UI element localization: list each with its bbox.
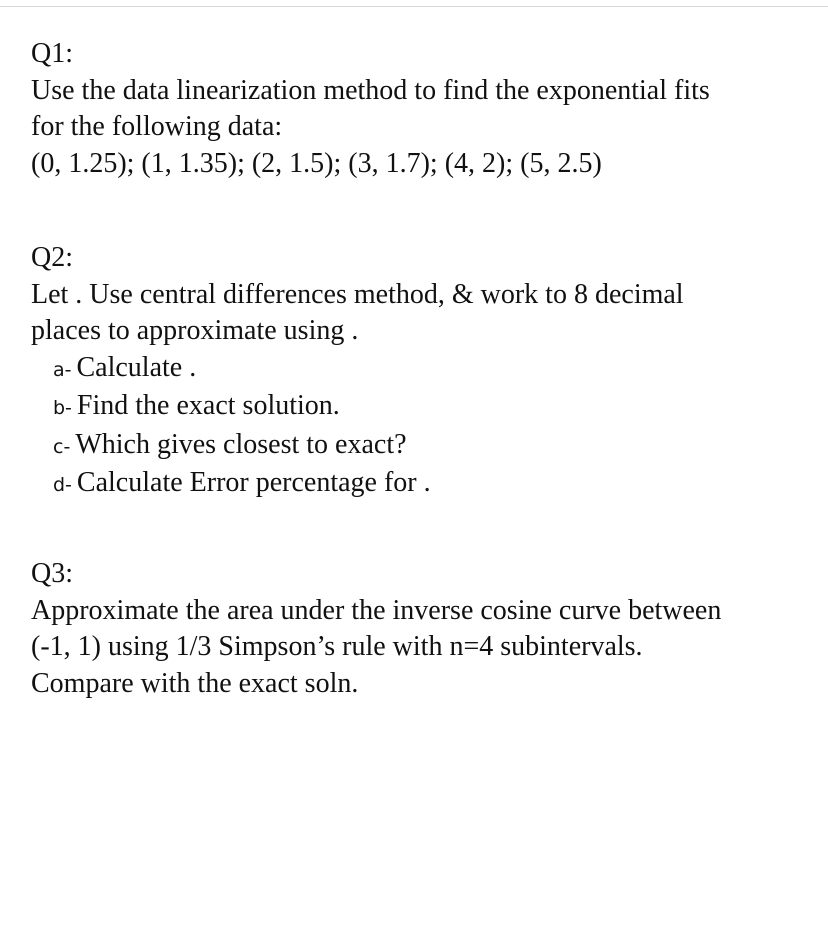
question-3	[31, 556, 721, 702]
question-2-line: places to approximate using .	[31, 315, 359, 346]
question-2-subparts	[31, 350, 684, 504]
subpart-marker: b-	[53, 397, 72, 419]
question-3-heading: Q3:	[31, 558, 73, 589]
subpart-marker: a-	[53, 358, 72, 381]
top-divider	[0, 6, 828, 7]
subpart-marker: d-	[53, 474, 72, 496]
subpart-text: Find the exact solution.	[76, 390, 340, 421]
subpart-text: Calculate .	[76, 351, 197, 383]
question-1-line: Use the data linearization method to find the exponential fits	[31, 74, 710, 106]
subpart-b	[31, 388, 684, 427]
question-3-line: (-1, 1) using 1/3 Simpson’s rule with n=4 subintervals.	[31, 631, 643, 662]
question-1-data-points: (0, 1.25); (1, 1.35); (2, 1.5); (3, 1.7); (4, 2); (5, 2.5)	[31, 147, 602, 179]
question-2	[31, 240, 684, 504]
subpart-text: Calculate Error percentage for .	[76, 467, 431, 498]
question-2-line: Let . Use central differences method, & work to 8 decimal	[31, 278, 684, 310]
subpart-c	[31, 427, 684, 466]
question-2-heading: Q2:	[31, 242, 73, 273]
question-1-line: for the following data:	[31, 111, 283, 142]
question-1-heading: Q1:	[31, 38, 73, 69]
subpart-marker: c-	[53, 435, 71, 458]
subpart-d	[31, 465, 684, 504]
subpart-a	[31, 350, 684, 389]
question-3-line: Compare with the exact soln.	[31, 667, 359, 699]
subpart-text: Which gives closest to exact?	[75, 428, 407, 460]
question-3-line: Approximate the area under the inverse cosine curve between	[31, 594, 722, 626]
question-1	[31, 36, 710, 182]
